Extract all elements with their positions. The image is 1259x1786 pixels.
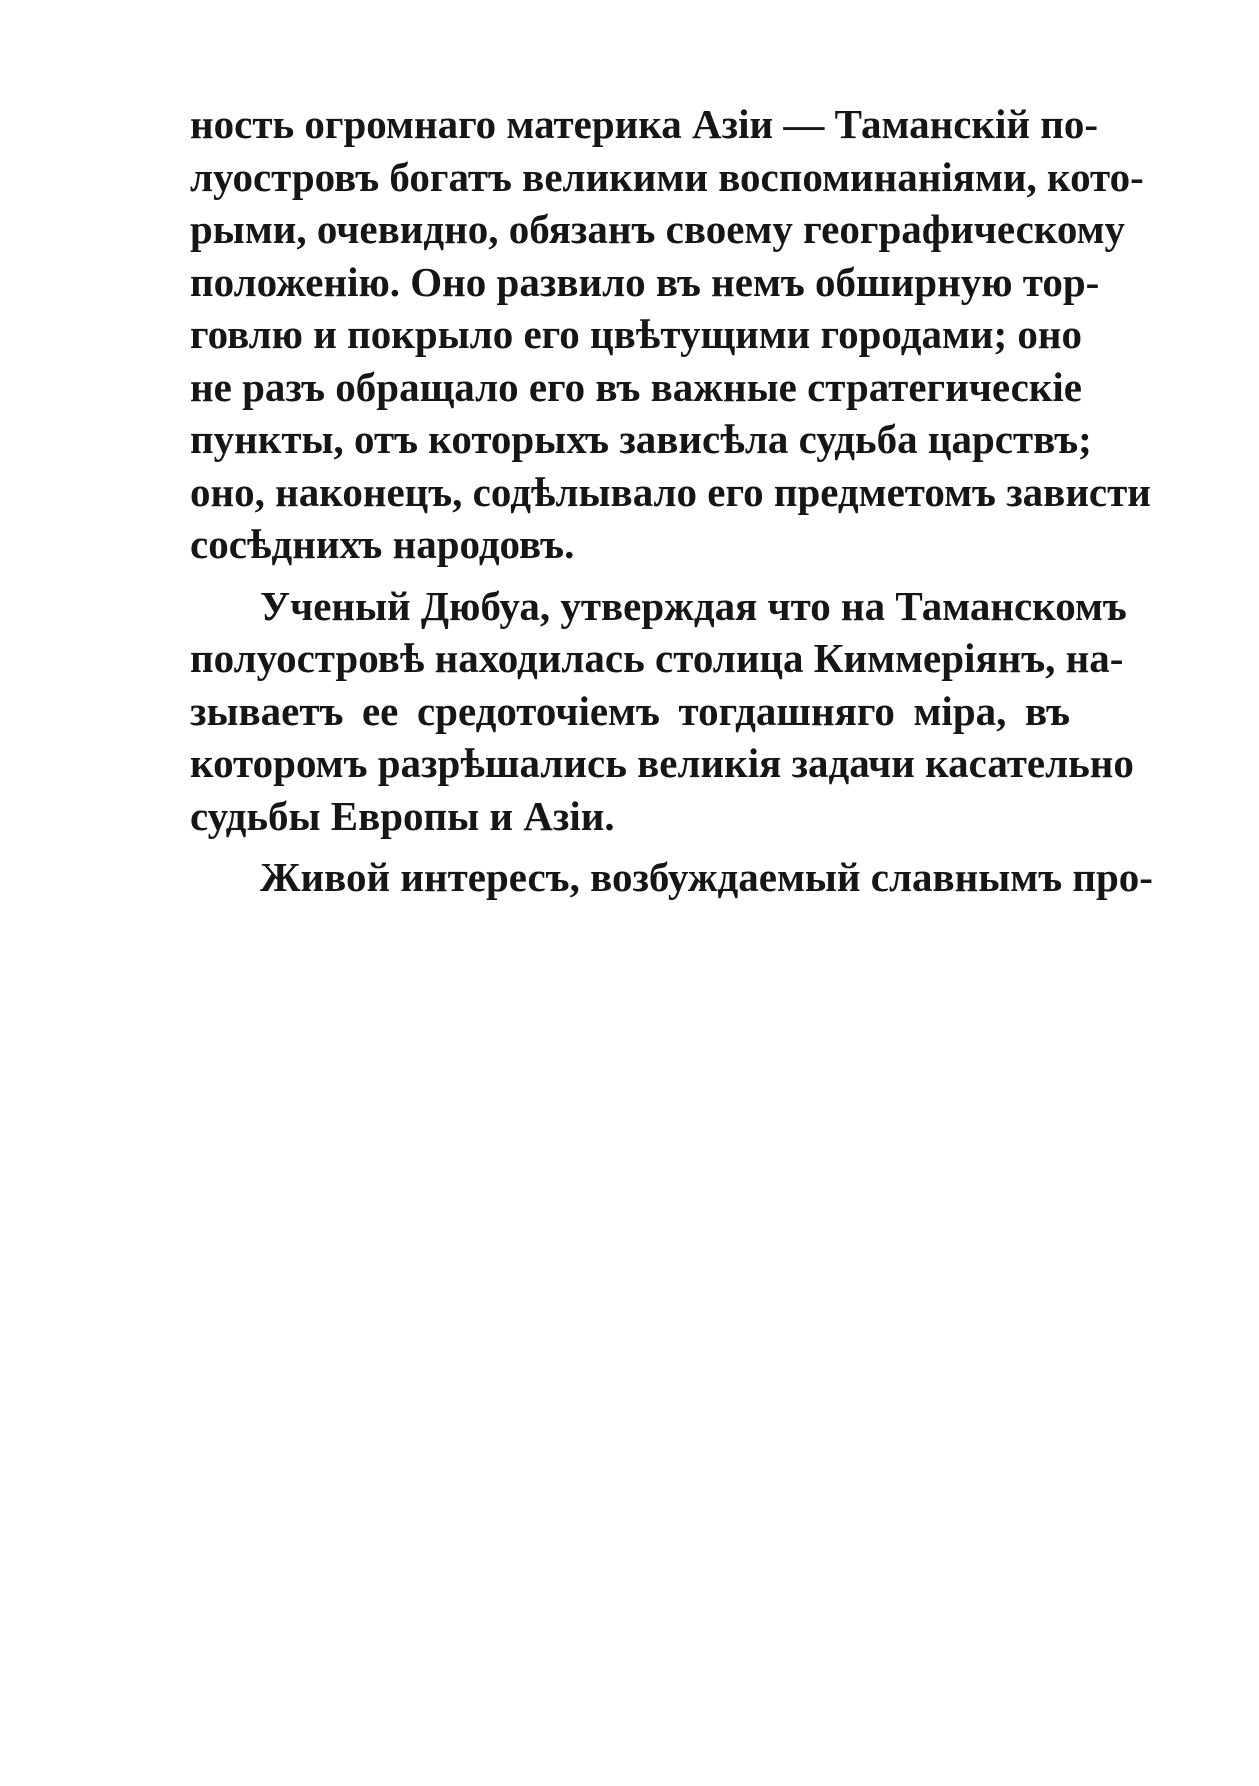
paragraph-2 <box>190 580 1134 843</box>
text-line: судьбы Европы и Азіи. <box>190 792 615 839</box>
paragraph-1 <box>190 98 1151 571</box>
text-line: сосѣднихъ народовъ. <box>190 521 575 567</box>
paragraph-gap <box>190 842 1070 851</box>
text-line: рыми, очевидно, обязанъ своему географическому <box>190 206 1126 252</box>
text-line: которомъ разрѣшались великія задачи касательно <box>190 740 1134 786</box>
text-line: ность огромнаго материка Азіи — Таманскій по- <box>190 101 1099 147</box>
text-line: луостровъ богатъ великими воспоминаніями, кото- <box>190 153 1144 200</box>
text-line: положенію. Оно развило въ немъ обширную тор- <box>190 258 1100 305</box>
text-line: зываетъ ее средоточіемъ тогдашняго міра, въ <box>190 687 1070 734</box>
page-text <box>190 98 1153 904</box>
paragraph-3 <box>190 851 1153 904</box>
text-line: полуостровѣ находилась столица Киммеріянъ, на- <box>190 635 1124 681</box>
text-line: Живой интересъ, возбуждаемый славнымъ про- <box>260 854 1153 900</box>
text-line: оно, наконецъ, содѣлывало его предметомъ зависти <box>190 468 1151 515</box>
text-line: говлю и покрыло его цвѣтущими городами; оно <box>190 311 1083 357</box>
text-line: не разъ обращало его въ важные стратегическіе <box>190 363 1082 410</box>
text-line: пункты, отъ которыхъ зависѣла судьба царствъ; <box>190 416 1092 462</box>
text-line: Ученый Дюбуа, утверждая что на Таманскомъ <box>260 582 1127 629</box>
paragraph-gap <box>190 571 1070 580</box>
